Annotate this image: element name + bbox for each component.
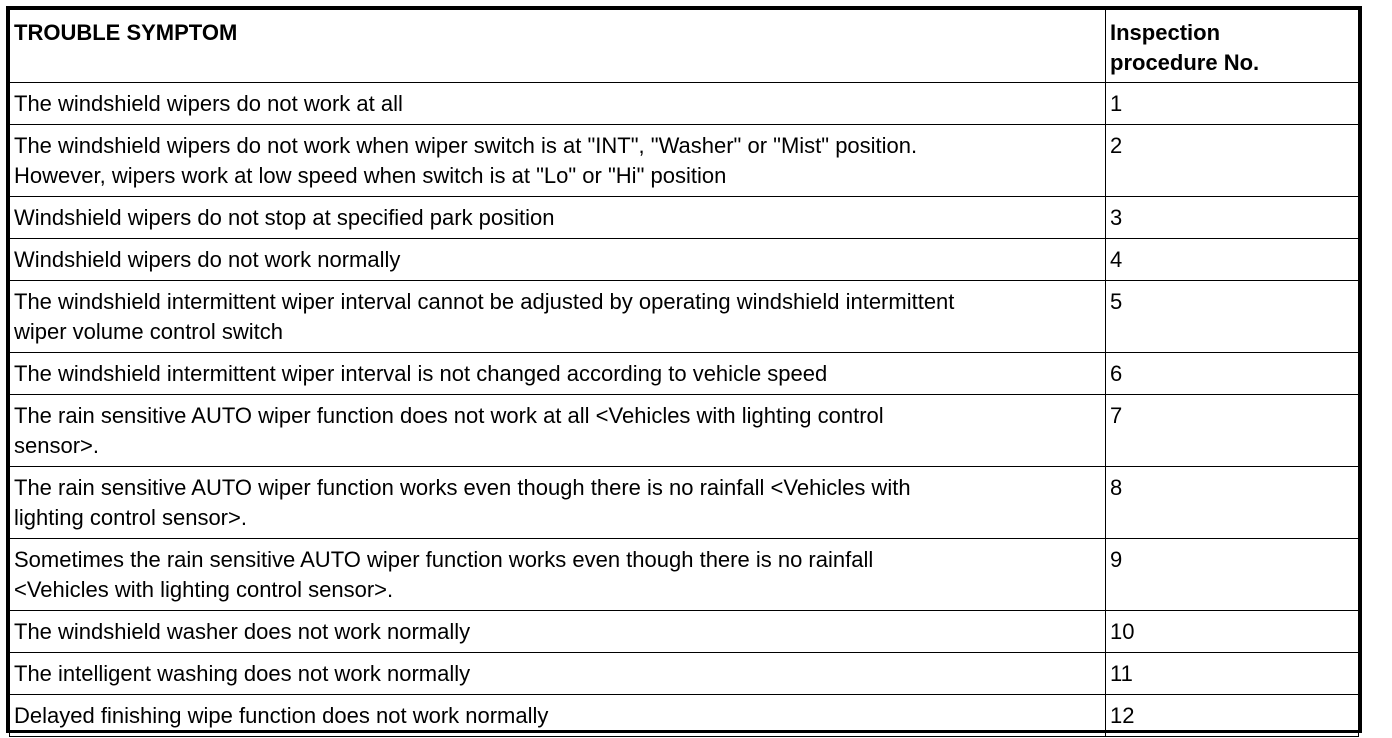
table-row (10, 281, 1359, 353)
symptom-line: lighting control sensor>. (14, 505, 247, 530)
symptom-line: However, wipers work at low speed when switch is at "Lo" or "Hi" position (14, 163, 727, 188)
symptom-cell: Delayed finishing wipe function does not work normally (10, 695, 1106, 737)
procedure-number-cell: 12 (1106, 695, 1359, 737)
procedure-number-cell: 10 (1106, 611, 1359, 653)
symptom-line: <Vehicles with lighting control sensor>. (14, 577, 394, 602)
table-row (10, 539, 1359, 611)
symptom-line: The rain sensitive AUTO wiper function does not work at all <Vehicles with lighting control (14, 403, 884, 428)
procedure-number-cell: 6 (1106, 353, 1359, 395)
procedure-number-cell: 4 (1106, 239, 1359, 281)
procedure-number-cell: 9 (1106, 539, 1359, 611)
symptom-cell: The windshield wipers do not work at all (10, 83, 1106, 125)
table-row (10, 467, 1359, 539)
trouble-symptom-table-frame (6, 6, 1362, 733)
table-row (10, 239, 1359, 281)
trouble-symptom-table (9, 9, 1359, 737)
header-trouble-symptom: TROUBLE SYMPTOM (10, 10, 1106, 83)
symptom-cell: The windshield intermittent wiper interval is not changed according to vehicle speed (10, 353, 1106, 395)
procedure-number-cell: 8 (1106, 467, 1359, 539)
symptom-cell (10, 467, 1106, 539)
symptom-cell: Windshield wipers do not work normally (10, 239, 1106, 281)
symptom-cell (10, 539, 1106, 611)
symptom-line: The rain sensitive AUTO wiper function works even though there is no rainfall <Vehicles with (14, 475, 911, 500)
symptom-cell (10, 281, 1106, 353)
symptom-cell: Windshield wipers do not stop at specified park position (10, 197, 1106, 239)
symptom-cell (10, 395, 1106, 467)
symptom-line: Sometimes the rain sensitive AUTO wiper function works even though there is no rainfall (14, 547, 874, 572)
table-row (10, 125, 1359, 197)
symptom-cell: The intelligent washing does not work normally (10, 653, 1106, 695)
symptom-line: wiper volume control switch (14, 319, 283, 344)
symptom-line: sensor>. (14, 433, 99, 458)
header-inspection-procedure (1106, 10, 1359, 83)
header-procedure-line1: Inspection (1110, 20, 1221, 45)
procedure-number-cell: 7 (1106, 395, 1359, 467)
table-row (10, 395, 1359, 467)
procedure-number-cell: 3 (1106, 197, 1359, 239)
symptom-line: The windshield wipers do not work when wiper switch is at "INT", "Washer" or "Mist" position. (14, 133, 918, 158)
symptom-cell: The windshield washer does not work normally (10, 611, 1106, 653)
symptom-cell (10, 125, 1106, 197)
table-row (10, 653, 1359, 695)
procedure-number-cell: 11 (1106, 653, 1359, 695)
table-row (10, 611, 1359, 653)
header-procedure-line2: procedure No. (1110, 50, 1260, 75)
procedure-number-cell: 1 (1106, 83, 1359, 125)
procedure-number-cell: 2 (1106, 125, 1359, 197)
procedure-number-cell: 5 (1106, 281, 1359, 353)
table-row (10, 353, 1359, 395)
table-row (10, 695, 1359, 737)
table-header-row (10, 10, 1359, 83)
symptom-line: The windshield intermittent wiper interval cannot be adjusted by operating windshield intermittent (14, 289, 955, 314)
table-row (10, 197, 1359, 239)
table-row (10, 83, 1359, 125)
